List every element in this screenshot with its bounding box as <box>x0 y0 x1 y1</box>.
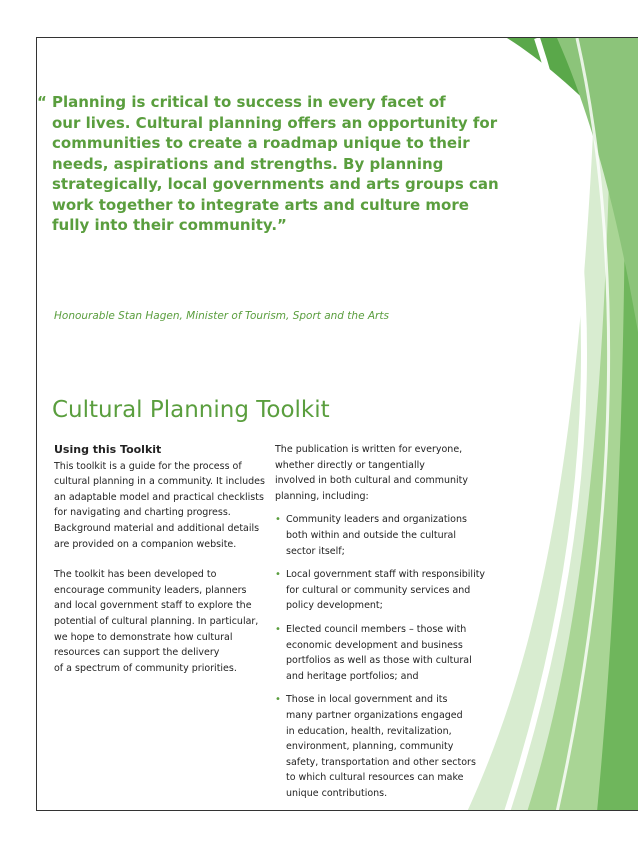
quote-line: fully into their community.” <box>52 216 287 234</box>
bullet-line: economic development and business <box>286 639 463 651</box>
section-title: Cultural Planning Toolkit <box>52 397 330 423</box>
bullet-line: policy development; <box>286 600 383 612</box>
bullet-line: and heritage portfolios; and <box>286 670 419 682</box>
body-line: planning, including: <box>275 490 369 502</box>
bullet-line: Local government staff with responsibility <box>286 569 486 581</box>
body-line: we hope to demonstrate how cultural <box>54 631 233 643</box>
quote-line <box>37 92 477 113</box>
bullet-item <box>275 512 525 559</box>
body-line: The toolkit has been developed to <box>54 569 217 581</box>
body-line: encourage community leaders, planners <box>54 584 247 596</box>
body-line: an adaptable model and practical checklists <box>54 491 264 503</box>
quote-line: communities to create a roadmap unique to their <box>52 134 470 152</box>
body-line: Background material and additional details <box>54 522 260 534</box>
bullet-line: both within and outside the cultural <box>286 529 456 541</box>
bullet-line: portfolios as well as those with cultural <box>286 655 472 667</box>
quote-open-mark: “ <box>37 93 47 111</box>
body-line: of a spectrum of community priorities. <box>54 662 237 674</box>
right-column <box>275 442 525 801</box>
quote-line: work together to integrate arts and culture more <box>52 195 469 214</box>
pull-quote <box>37 92 499 236</box>
bullet-line: in education, health, revitalization, <box>286 725 452 737</box>
bullet-line: environment, planning, community <box>286 741 454 753</box>
bullet-icon: • <box>275 569 281 581</box>
body-line: are provided on a companion website. <box>54 538 237 550</box>
bullet-list <box>275 512 525 801</box>
bullet-line: many partner organizations engaged <box>286 709 463 721</box>
bullet-line: Elected council members – those with <box>286 623 467 635</box>
bullet-item <box>275 692 525 801</box>
left-column <box>54 442 274 676</box>
quote-line: needs, aspirations and strengths. By planning <box>52 154 444 173</box>
body-line: cultural planning in a community. It includes <box>54 476 265 488</box>
quote-line-text: Planning is critical to success in every facet of <box>52 93 446 111</box>
bullet-line: unique contributions. <box>286 787 388 799</box>
body-line: and local government staff to explore the <box>54 600 252 612</box>
bullet-item <box>275 567 525 614</box>
quote-line: strategically, local governments and arts groups can <box>52 175 499 193</box>
bullet-line: to which cultural resources can make <box>286 772 464 784</box>
bullet-item <box>275 622 525 684</box>
body-line: resources can support the delivery <box>54 647 220 659</box>
body-line: whether directly or tangentially <box>275 459 425 471</box>
bullet-line: for cultural or community services and <box>286 584 471 596</box>
body-line: This toolkit is a guide for the process of <box>54 460 242 472</box>
bullet-icon: • <box>275 694 281 706</box>
bullet-icon: • <box>275 514 281 526</box>
body-line: for navigating and charting progress. <box>54 507 231 519</box>
body-line: potential of cultural planning. In particular, <box>54 615 259 627</box>
bullet-line: Community leaders and organizations <box>286 514 467 526</box>
bullet-icon: • <box>275 623 281 635</box>
quote-attribution: Honourable Stan Hagen, Minister of Tourism, Sport and the Arts <box>54 310 389 322</box>
quote-line: our lives. Cultural planning offers an opportunity for <box>52 113 498 132</box>
bullet-line: Those in local government and its <box>286 694 448 706</box>
bullet-line: safety, transportation and other sectors <box>286 756 476 768</box>
page <box>36 37 638 811</box>
body-line: involved in both cultural and community <box>275 475 469 487</box>
bullet-line: sector itself; <box>286 545 345 557</box>
paragraph-gap <box>54 552 274 567</box>
body-line: The publication is written for everyone, <box>275 444 463 455</box>
subheading: Using this Toolkit <box>54 443 162 456</box>
